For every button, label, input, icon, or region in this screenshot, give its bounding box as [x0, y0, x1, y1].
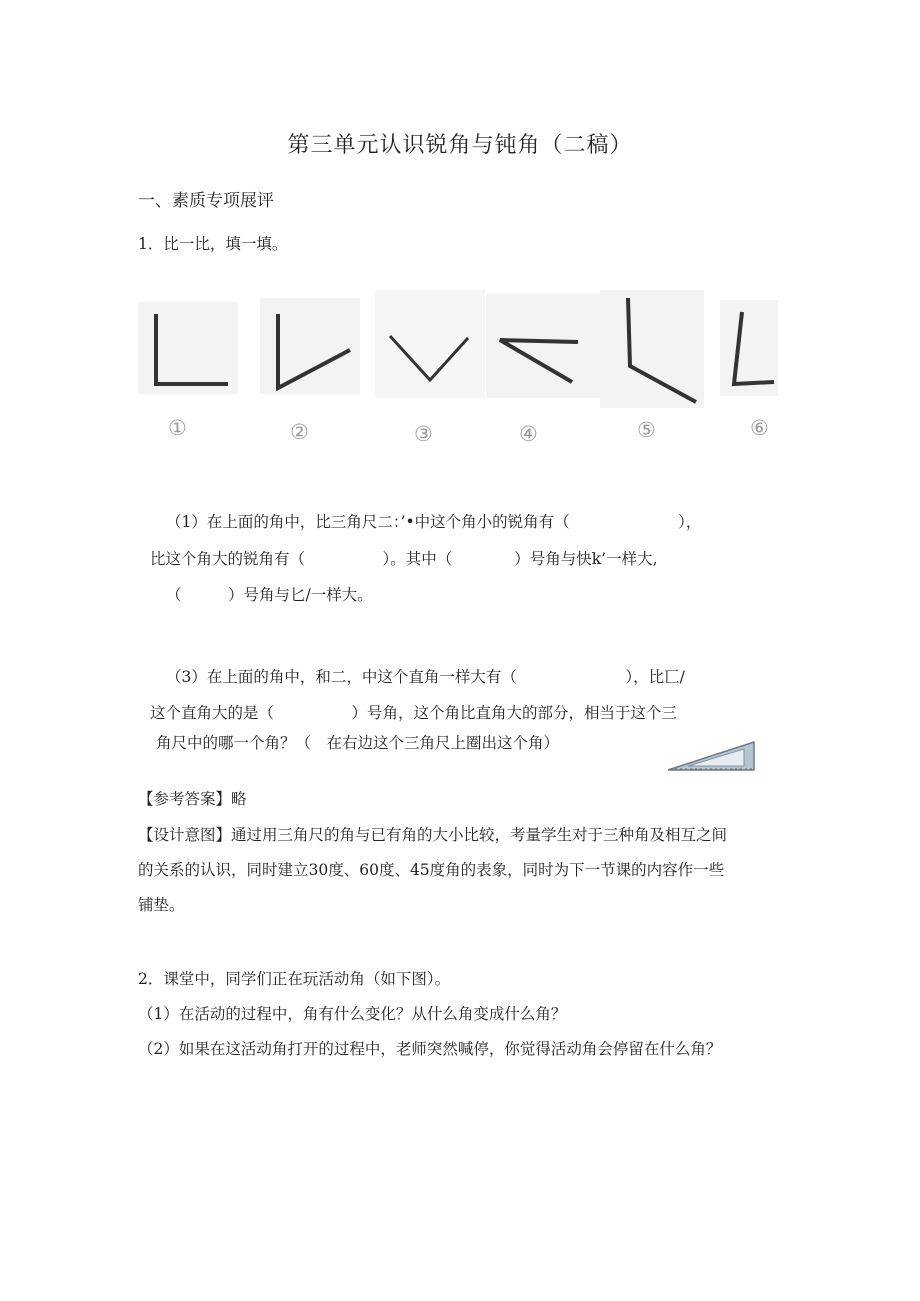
- angle-card-2: [260, 298, 360, 394]
- q1-sub1-line2: 比这个角大的锐角有（ ）。其中（ ）号角与快k’一样大,: [150, 550, 658, 568]
- q1-sub3-line3: 角尺中的哪一个角？（ 在右边这个三角尺上圈出这个角）: [156, 734, 560, 752]
- angle-card-4: [486, 294, 604, 398]
- figure-label-1: ①: [168, 416, 187, 440]
- question-2-heading: 2．课堂中，同学们正在玩活动角（如下图）。: [138, 970, 451, 988]
- figure-label-4: ④: [519, 422, 538, 446]
- q1-sub3-line2: 这个直角大的是（ ）号角，这个角比直角大的部分，相当于这个三: [150, 704, 678, 722]
- reference-answer: 【参考答案】略: [138, 790, 247, 808]
- page-title: 第三单元认识锐角与钝角（二稿）: [287, 133, 633, 158]
- q1-sub3-line1: （3）在上面的角中，和二，中这个直角一样大有（ ），比匸/: [166, 668, 685, 686]
- angle-figure-drawings: [138, 288, 778, 418]
- figure-label-3: ③: [414, 422, 433, 446]
- angle-figures: [138, 288, 778, 458]
- angle-card-1: [138, 302, 238, 394]
- set-square-image: [666, 736, 758, 772]
- q1-sub1-line1: （1）在上面的角中，比三角尺二：’•中这个角小的锐角有（ ），: [166, 513, 702, 531]
- figure-label-5: ⑤: [637, 418, 656, 442]
- question-2-sub1: （1）在活动的过程中，角有什么变化？从什么角变成什么角？: [138, 1005, 567, 1023]
- design-intent-line3: 铺垫。: [138, 896, 185, 914]
- question-2-sub2: （2）如果在这活动角打开的过程中，老师突然喊停，你觉得活动角会停留在什么角？: [138, 1040, 722, 1058]
- design-intent-line1: 【设计意图】通过用三角尺的角与已有角的大小比较，考量学生对于三种角及相互之间: [138, 826, 728, 844]
- design-intent-line2: 的关系的认识，同时建立30度、60度、45度角的表象，同时为下一节课的内容作一些: [138, 861, 725, 879]
- figure-label-2: ②: [290, 420, 309, 444]
- angle-card-5: [600, 290, 704, 408]
- figure-label-6: ⑥: [750, 416, 769, 440]
- section-heading: 一、素质专项展评: [138, 191, 274, 211]
- q1-sub1-line3: （ ）号角与匕/一样大。: [166, 586, 373, 604]
- question-1-heading: 1．比一比，填一填。: [138, 235, 288, 253]
